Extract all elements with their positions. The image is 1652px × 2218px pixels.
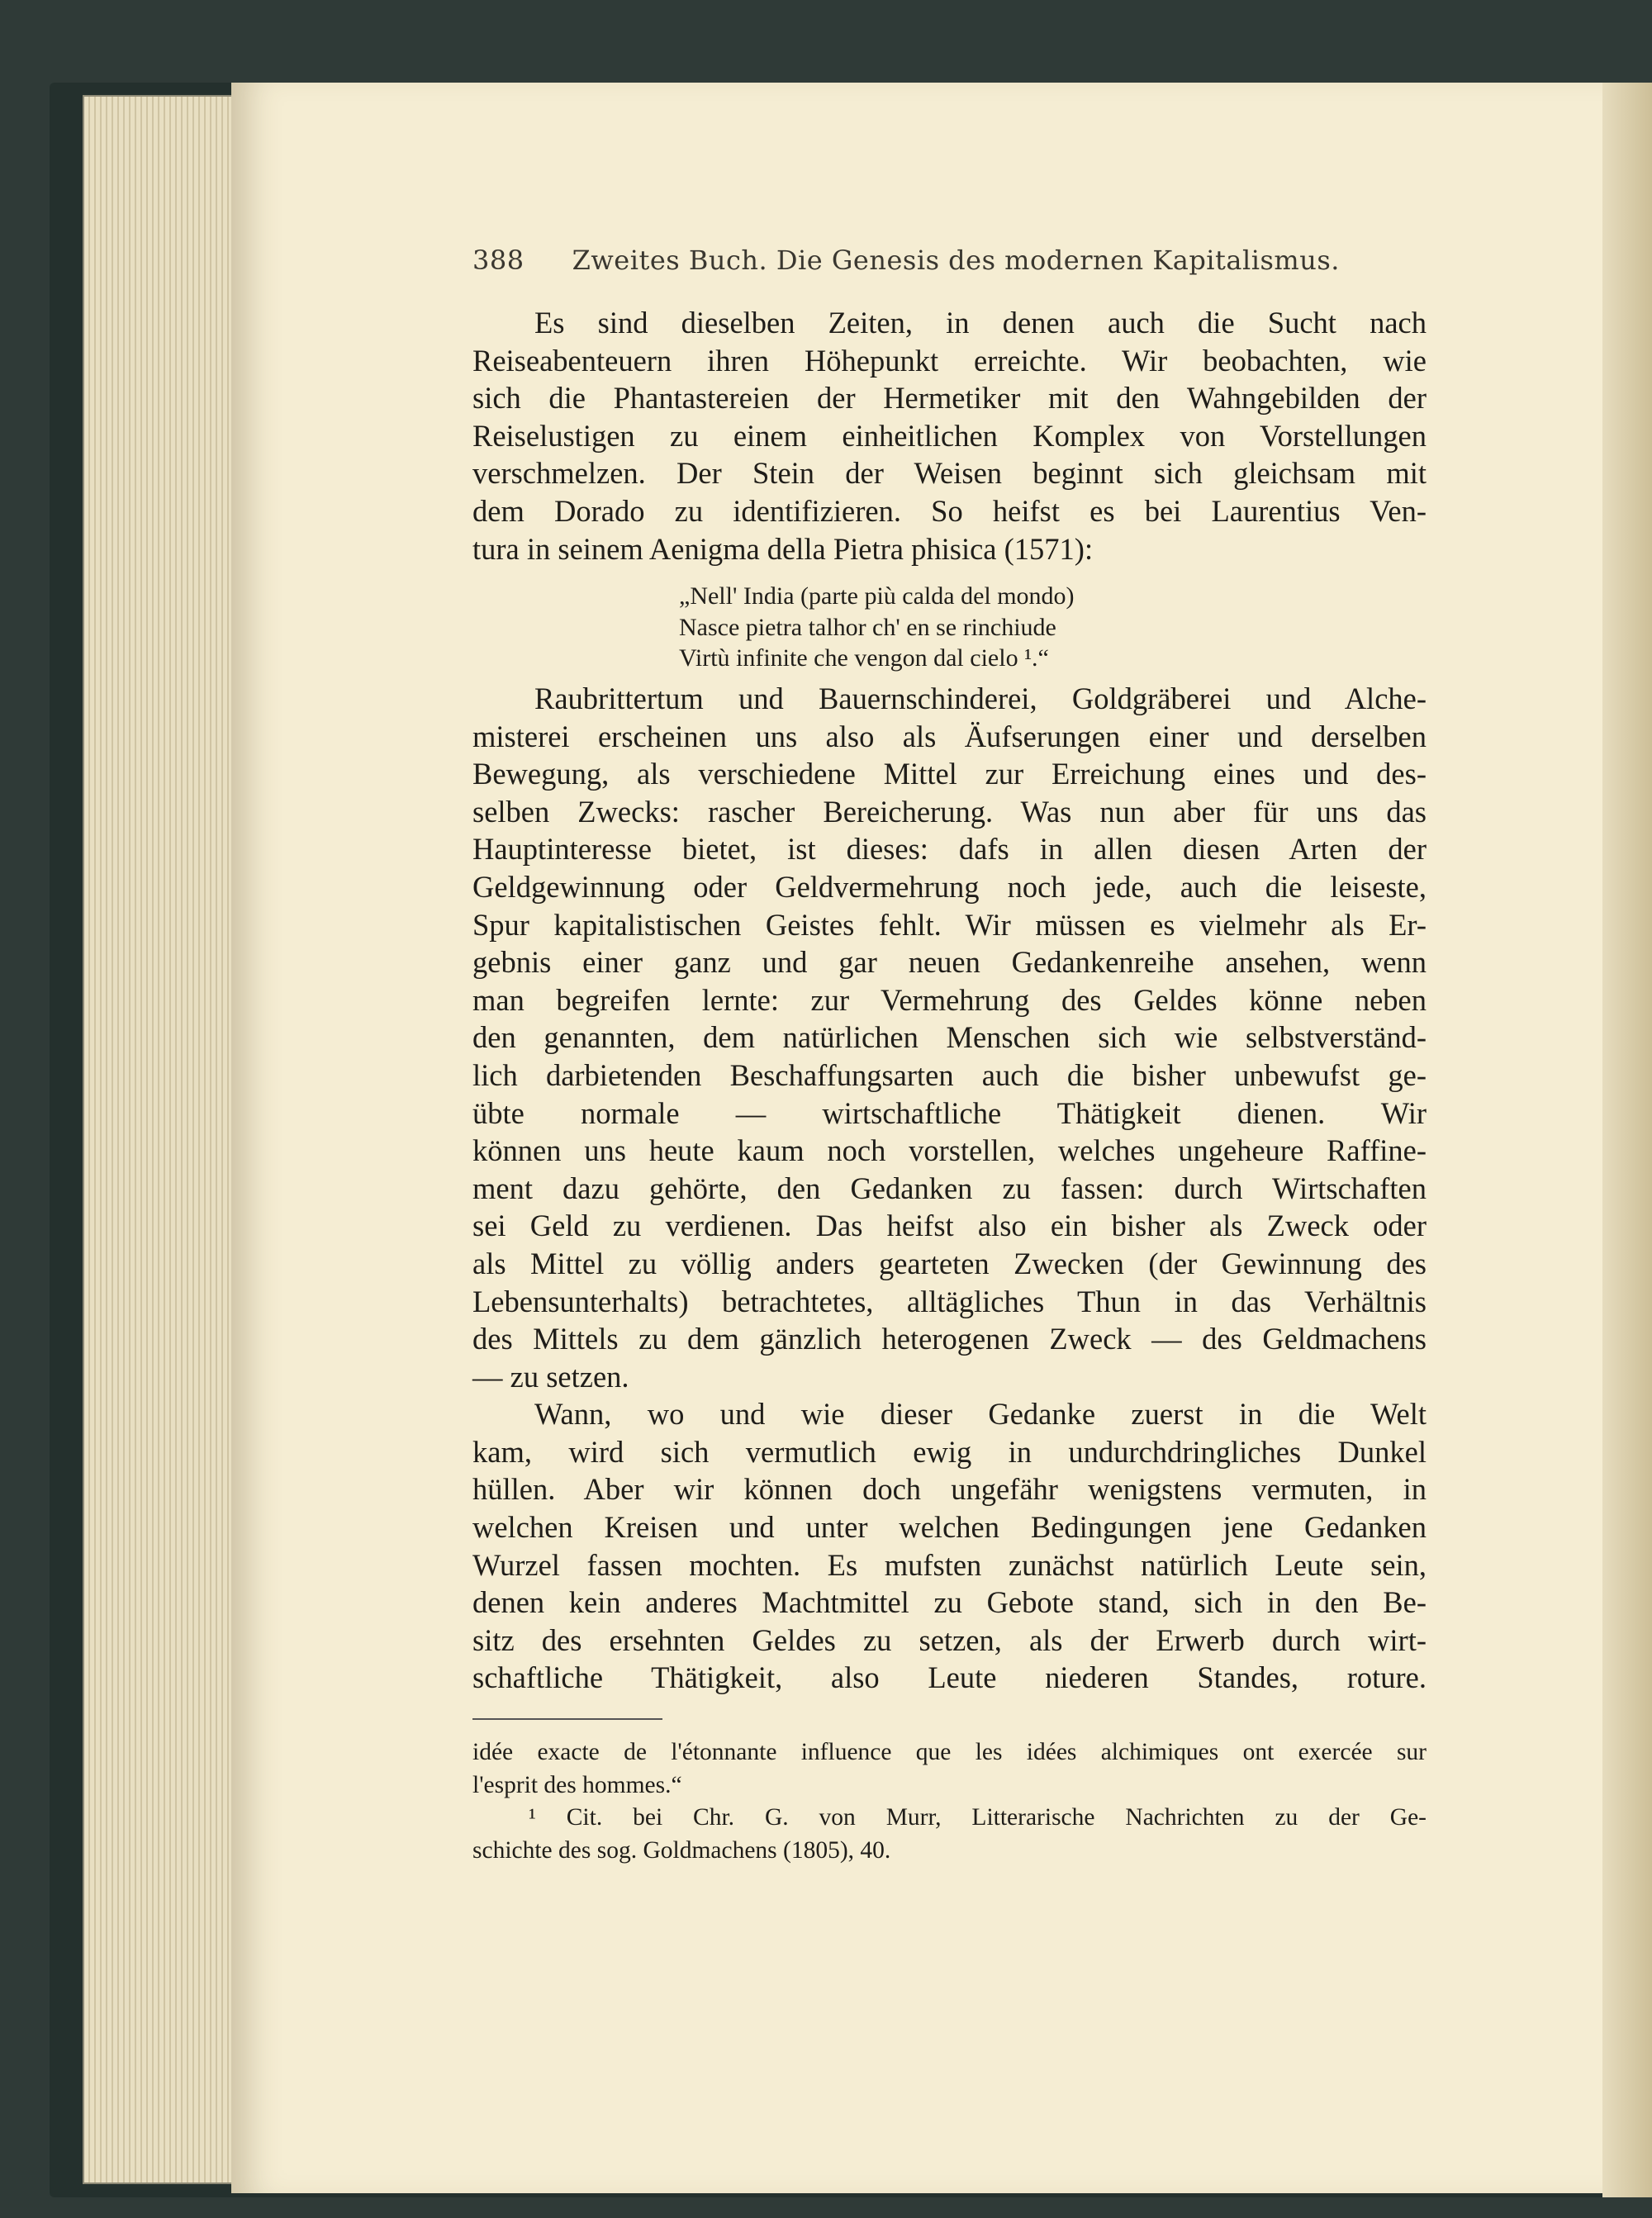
text-line: Geldgewinnung oder Geldvermehrung noch jede, auch die leiseste, [472, 869, 1427, 904]
text-line: Hauptinteresse bietet, ist dieses: dafs in allen diesen Arten der [472, 832, 1427, 867]
running-head [472, 245, 1447, 276]
facing-page-edge [1602, 83, 1652, 2197]
text-line: sitz des ersehnten Geldes zu setzen, als der Erwerb durch wirt- [472, 1622, 1427, 1657]
text-line: man begreifen lernte: zur Vermehrung des Geldes könne neben [472, 982, 1427, 1017]
footnote-line: ¹ Cit. bei Chr. G. von Murr, Litterarische Nachrichten zu der Ge- [529, 1804, 1427, 1831]
text-line: den genannten, dem natürlichen Menschen sich wie selbstverständ- [472, 1020, 1427, 1055]
text-line: misterei erscheinen uns also als Äufserungen einer und derselben [472, 719, 1427, 753]
verse-line: „Nell' India (parte più calda del mondo) [679, 582, 1075, 610]
text-line: Bewegung, als verschiedene Mittel zur Erreichung eines und des- [472, 757, 1427, 791]
text-line: können uns heute kaum noch vorstellen, welches ungeheure Raffine- [472, 1133, 1427, 1168]
text-line: Reiseabenteuern ihren Höhepunkt erreichte. Wir beobachten, wie [472, 343, 1427, 378]
text-line: verschmelzen. Der Stein der Weisen beginnt sich gleichsam mit [472, 456, 1427, 491]
text-line: gebnis einer ganz und gar neuen Gedankenreihe ansehen, wenn [472, 945, 1427, 980]
verse-quote [679, 581, 1257, 674]
text-line: sei Geld zu verdienen. Das heifst also ein bisher als Zweck oder [472, 1209, 1427, 1243]
text-line: Wann, wo und wie dieser Gedanke zuerst in die Welt [534, 1397, 1427, 1432]
page-number: 388 [472, 245, 525, 276]
footnote-line: schichte des sog. Goldmachens (1805), 40. [472, 1836, 891, 1864]
text-line: lich darbietenden Beschaffungsarten auch die bisher unbewufst ge- [472, 1057, 1427, 1092]
text-line: ment dazu gehörte, den Gedanken zu fassen: durch Wirtschaften [472, 1171, 1427, 1205]
text-line: dem Dorado zu identifizieren. So heifst es bei Laurentius Ven- [472, 493, 1427, 528]
text-line: — zu setzen. [472, 1359, 629, 1394]
text-line: Es sind dieselben Zeiten, in denen auch die Sucht nach [534, 306, 1427, 340]
verse-line: Nasce pietra talhor ch' en se rinchiude [679, 613, 1056, 641]
text-line: Wurzel fassen mochten. Es mufsten zunächst natürlich Leute sein, [472, 1547, 1427, 1582]
text-line: Spur kapitalistischen Geistes fehlt. Wir müssen es vielmehr als Er- [472, 907, 1427, 942]
page-edges [83, 95, 251, 2184]
footnotes [472, 1736, 1427, 1867]
footnote-line: idée exacte de l'étonnante influence que les idées alchimiques ont exercée sur [472, 1739, 1427, 1765]
text-line: selben Zwecks: rascher Bereicherung. Was nun aber für uns das [472, 794, 1427, 829]
text-line: schaftliche Thätigkeit, also Leute niederen Standes, roture. [472, 1660, 1427, 1695]
text-line: als Mittel zu völlig anders gearteten Zwecken (der Gewinnung des [472, 1246, 1427, 1280]
text-line: kam, wird sich vermutlich ewig in undurchdringliches Dunkel [472, 1434, 1427, 1469]
text-line: denen kein anderes Machtmittel zu Gebote stand, sich in den Be- [472, 1585, 1427, 1620]
text-line: tura in seinem Aenigma della Pietra phisica (1571): [472, 531, 1094, 566]
text-line: sich die Phantastereien der Hermetiker mit den Wahngebilden der [472, 381, 1427, 416]
text-line: welchen Kreisen und unter welchen Bedingungen jene Gedanken [472, 1510, 1427, 1545]
text-line: hüllen. Aber wir können doch ungefähr wenigstens vermuten, in [472, 1472, 1427, 1507]
text-line: übte normale — wirtschaftliche Thätigkeit dienen. Wir [472, 1095, 1427, 1130]
main-text-continued [472, 680, 1427, 1697]
text-line: Reiselustigen zu einem einheitlichen Komplex von Vorstellungen [472, 418, 1427, 453]
footnote-line: l'esprit des hommes.“ [472, 1771, 682, 1798]
main-text [472, 304, 1427, 568]
text-line: Lebensunterhalts) betrachtetes, alltägliches Thun in das Verhältnis [472, 1284, 1427, 1318]
text-line: des Mittels zu dem gänzlich heterogenen Zweck — des Geldmachens [472, 1322, 1427, 1356]
running-title: Zweites Buch. Die Genesis des modernen Kapitalismus. [572, 245, 1340, 276]
text-line: Raubrittertum und Bauernschinderei, Goldgräberei und Alche- [534, 682, 1427, 715]
footnote-rule [472, 1718, 662, 1720]
verse-line: Virtù infinite che vengon dal cielo ¹.“ [679, 644, 1049, 672]
